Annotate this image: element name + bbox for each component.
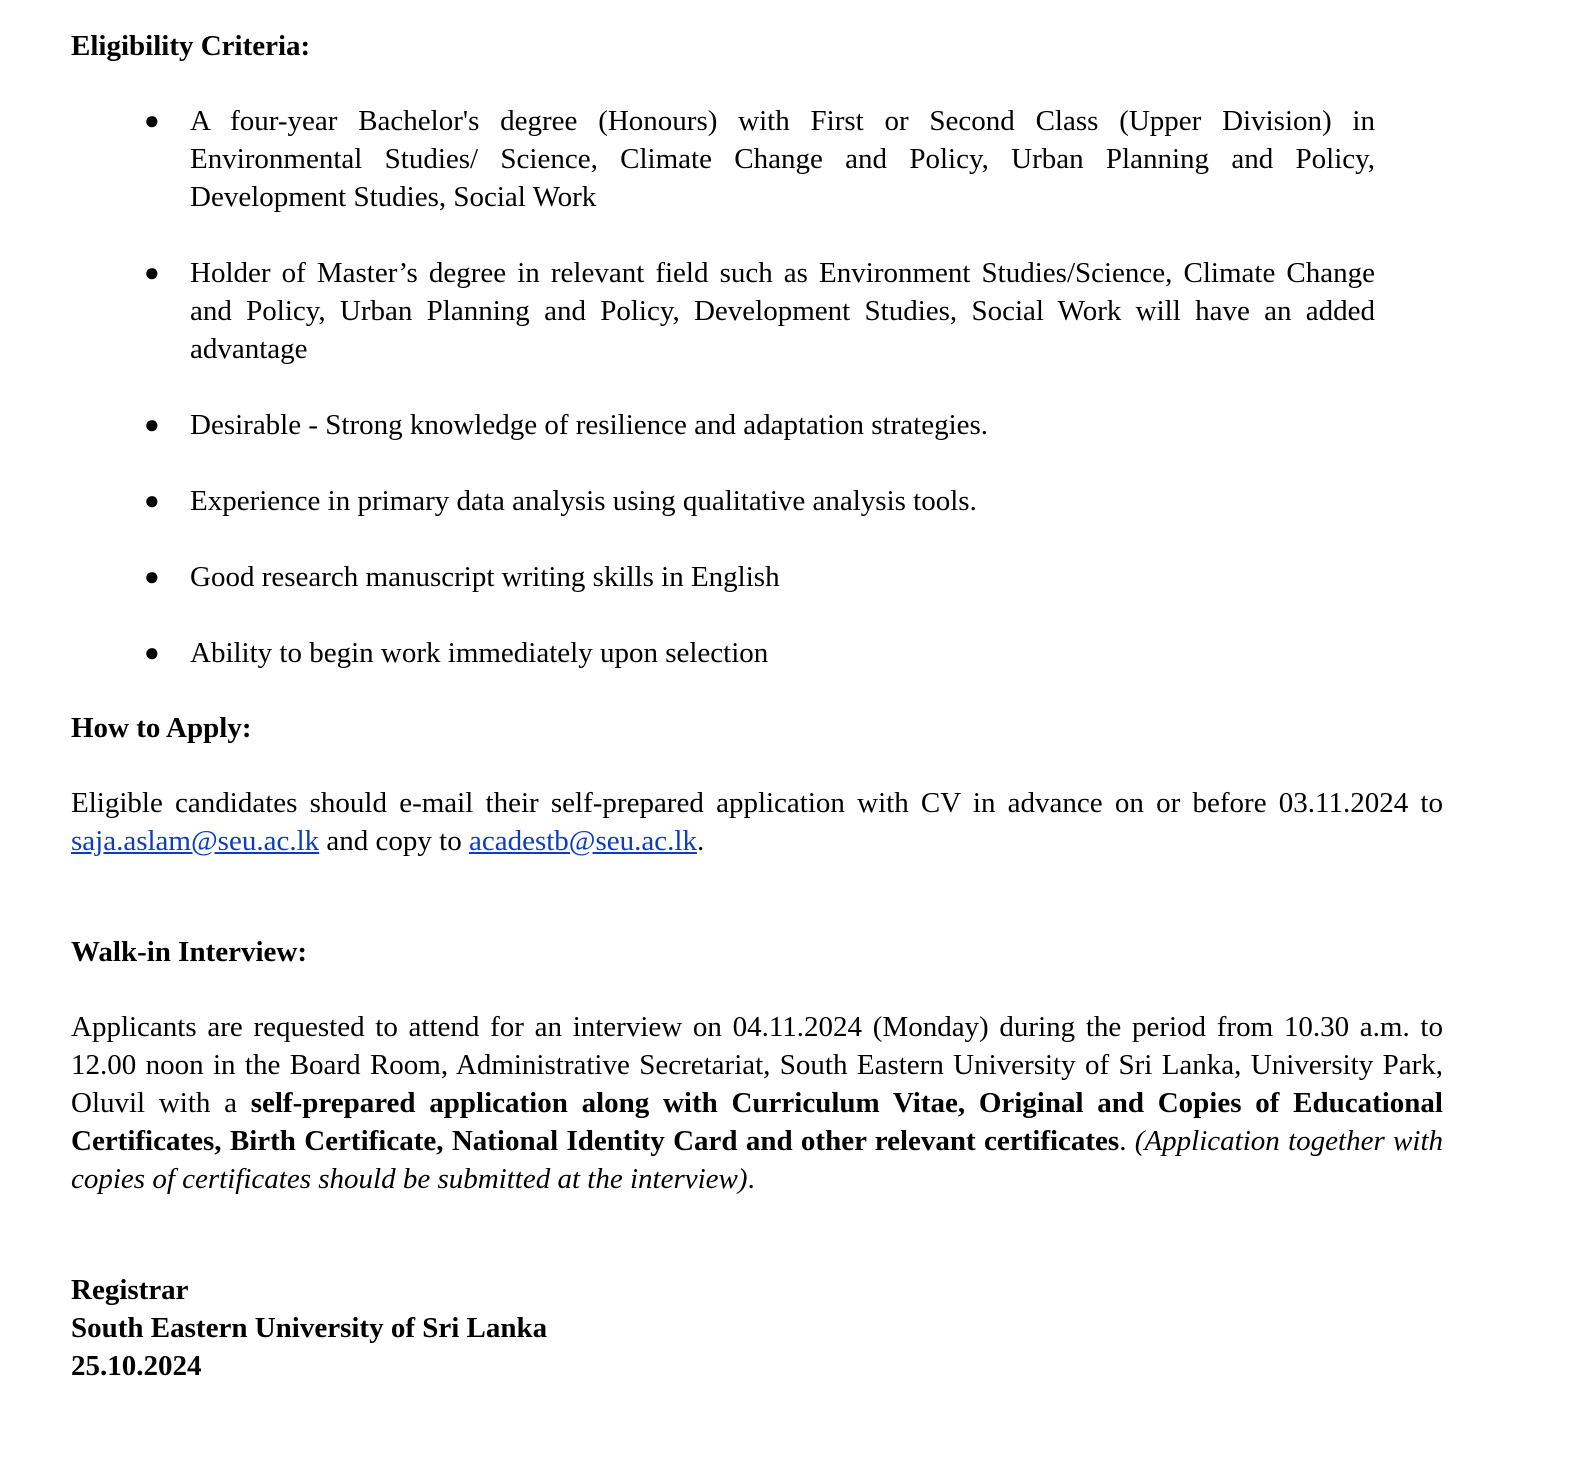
apply-paragraph (71, 784, 1443, 860)
signatory-organization: South Eastern University of Sri Lanka (71, 1312, 548, 1344)
signatory-title: Registrar (71, 1274, 189, 1306)
bullet-icon: ● (144, 258, 160, 287)
interview-paragraph (71, 1008, 1443, 1198)
list-item-text: A four-year Bachelor's degree (Honours) with First or Second Class (Upper Division) in Environmental Studies/ Science, Climate Change and Policy, Urban Planning and Policy, Development Studies, Social Work (190, 105, 1375, 213)
list-item (71, 102, 1375, 216)
interview-required-documents: self-prepared application along with Curriculum Vitae, Original and Copies of Educational Certificates, Birth Certificate, National Identity Card and other relevant certificates (71, 1087, 1443, 1157)
apply-text-end: . (696, 825, 705, 857)
list-item (71, 254, 1375, 368)
eligibility-list (71, 102, 1443, 672)
primary-email-link[interactable]: saja.aslam@seu.ac.lk (71, 825, 320, 857)
list-item-text: Holder of Master’s degree in relevant field such as Environment Studies/Science, Climate Change and Policy, Urban Planning and Policy, Development Studies, Social Work will have an added advantage (190, 257, 1375, 365)
interview-note: (Application together with copies of certificates should be submitted at the interview) (71, 1125, 1444, 1195)
copy-email-link[interactable]: acadestb@seu.ac.lk (468, 825, 697, 857)
bullet-icon: ● (144, 410, 160, 439)
list-item (71, 482, 1375, 520)
list-item (71, 558, 1375, 596)
walk-in-interview-heading: Walk-in Interview: (71, 936, 308, 968)
interview-text: Applicants are requested to attend for an interview on 04.11.2024 (Monday) during the period from 10.30 a.m. to 12.00 noon in the Board Room, Administrative Secretariat, South Eastern University of Sri Lanka, University Park, Oluvil with a (71, 1011, 1443, 1119)
document-page (71, 27, 1443, 1385)
eligibility-heading: Eligibility Criteria: (71, 30, 311, 62)
list-item (71, 634, 1375, 672)
list-item-text: Experience in primary data analysis using qualitative analysis tools. (190, 485, 977, 517)
bullet-icon: ● (144, 638, 160, 667)
list-item-text: Desirable - Strong knowledge of resilience and adaptation strategies. (190, 409, 989, 441)
list-item-text: Good research manuscript writing skills in English (190, 561, 780, 593)
bullet-icon: ● (144, 106, 160, 135)
list-item (71, 406, 1375, 444)
interview-text-separator: . (1119, 1125, 1135, 1157)
apply-text-middle: and copy to (319, 825, 469, 857)
signature-date: 25.10.2024 (71, 1350, 202, 1382)
how-to-apply-heading: How to Apply: (71, 712, 252, 744)
interview-text-end: . (747, 1163, 755, 1195)
list-item-text: Ability to begin work immediately upon selection (190, 637, 769, 669)
apply-text: Eligible candidates should e-mail their self-prepared application with CV in advance on or before 03.11.2024 to (71, 787, 1443, 819)
bullet-icon: ● (144, 562, 160, 591)
bullet-icon: ● (144, 486, 160, 515)
signature-block (71, 1271, 1443, 1385)
